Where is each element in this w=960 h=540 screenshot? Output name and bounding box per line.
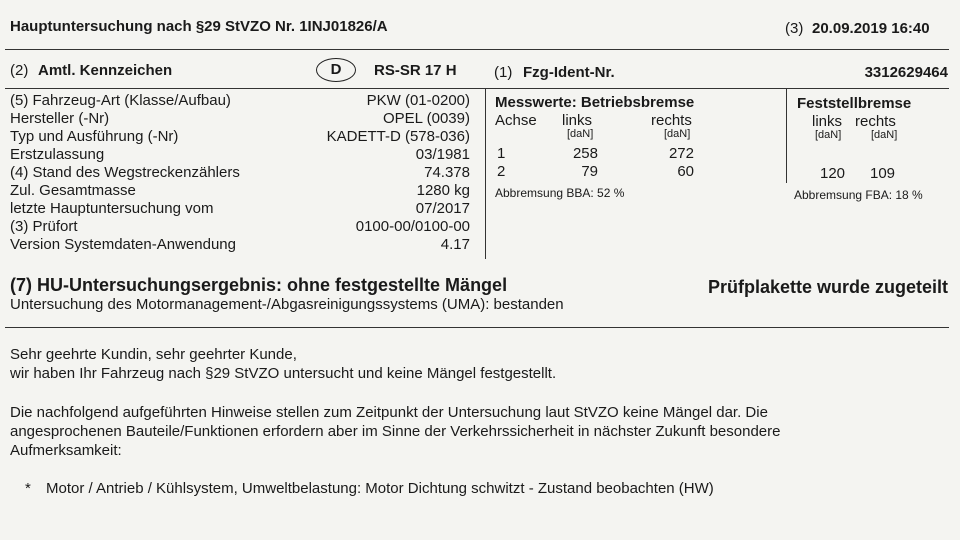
- inspection-datetime: 20.09.2019 16:40: [812, 20, 930, 37]
- vehicle-row: [10, 92, 470, 110]
- axle-number: 1: [497, 145, 506, 162]
- result-title: (7) HU-Untersuchungsergebnis: ohne festgestellte Mängel: [10, 275, 508, 295]
- vehicle-row-value: 74.378: [424, 164, 470, 181]
- uma-result: Untersuchung des Motormanagement-/Abgasreinigungssystems (UMA): bestanden: [10, 296, 564, 313]
- vehicle-row-value: KADETT-D (578-036): [326, 128, 470, 145]
- fsb-col-right-header: rechts: [855, 113, 896, 130]
- vehicle-row-value: 07/2017: [415, 200, 470, 217]
- letter-line: Aufmerksamkeit:: [10, 442, 122, 459]
- document-title: Hauptuntersuchung nach §29 StVZO Nr. 1INJ01826/A: [10, 18, 388, 35]
- axle-left-value: 258: [572, 145, 598, 162]
- hint-bullet: *: [25, 480, 31, 497]
- vehicle-row-label: Hersteller (-Nr): [10, 110, 110, 127]
- ident-number: (1): [494, 64, 513, 81]
- kennzeichen-number: (2): [10, 62, 29, 79]
- kennzeichen-label: Amtl. Kennzeichen: [38, 62, 173, 79]
- vehicle-row: [10, 110, 470, 128]
- col-left-header: links: [562, 112, 593, 129]
- divider-mid: [5, 88, 949, 89]
- feststellbremse-title: Feststellbremse: [797, 95, 912, 112]
- divider-bottom: [5, 327, 949, 328]
- col-right-header: rechts: [651, 112, 692, 129]
- vehicle-row-value: PKW (01-0200): [366, 92, 470, 109]
- vehicle-row-value: 4.17: [440, 236, 470, 253]
- vehicle-row: [10, 128, 470, 146]
- abbremsung-bba: Abbremsung BBA: 52 %: [495, 186, 625, 200]
- betriebsbremse-title: Messwerte: Betriebsbremse: [495, 94, 695, 111]
- letter-greeting: Sehr geehrte Kundin, sehr geehrter Kunde,: [10, 346, 297, 363]
- vehicle-row-label: Typ und Ausführung (-Nr): [10, 128, 179, 145]
- vehicle-row: [10, 218, 470, 236]
- vehicle-row: [10, 200, 470, 218]
- axle-left-value: 79: [581, 163, 598, 180]
- license-plate: RS-SR 17 H: [374, 62, 457, 79]
- ident-label: Fzg-Ident-Nr.: [523, 64, 615, 81]
- hint-item: Motor / Antrieb / Kühlsystem, Umweltbelastung: Motor Dichtung schwitzt - Zustand beobachten (HW): [46, 480, 714, 497]
- vehicle-row: [10, 182, 470, 200]
- vehicle-row: [10, 236, 470, 254]
- letter-line: wir haben Ihr Fahrzeug nach §29 StVZO untersucht und keine Mängel festgestellt.: [10, 365, 557, 382]
- vehicle-row-label: Version Systemdaten-Anwendung: [10, 236, 236, 253]
- vehicle-row-label: (5) Fahrzeug-Art (Klasse/Aufbau): [10, 92, 231, 109]
- axle-right-value: 272: [668, 145, 694, 162]
- divider-top: [5, 49, 949, 50]
- date-number: (3): [785, 20, 804, 37]
- vehicle-ident-number: 3312629464: [864, 64, 948, 81]
- vehicle-row: [10, 146, 470, 164]
- col-axle-header: Achse: [495, 112, 537, 129]
- vehicle-row-value: 0100-00/0100-00: [355, 218, 470, 235]
- abbremsung-fba: Abbremsung FBA: 18 %: [794, 188, 923, 202]
- divider-vertical-left: [485, 89, 486, 259]
- letter-line: angesprochenen Bauteile/Funktionen erfordern aber im Sinne der Verkehrssicherheit in nächster Zukunft besondere: [10, 423, 781, 440]
- letter-line: Die nachfolgend aufgeführten Hinweise stellen zum Zeitpunkt der Untersuchung laut StVZO keine Mängel dar. Die: [10, 404, 768, 421]
- vehicle-row-label: Zul. Gesamtmasse: [10, 182, 136, 199]
- axle-right-value: 60: [677, 163, 694, 180]
- fsb-right-value: 109: [870, 165, 896, 182]
- fsb-col-left-header: links: [812, 113, 843, 130]
- fsb-unit-left: [daN]: [815, 129, 842, 141]
- country-code-oval: D: [316, 58, 356, 82]
- axle-number: 2: [497, 163, 506, 180]
- unit-left: [daN]: [567, 128, 594, 140]
- vehicle-row-label: Erstzulassung: [10, 146, 105, 163]
- vehicle-row-value: OPEL (0039): [383, 110, 470, 127]
- fsb-unit-right: [daN]: [871, 129, 898, 141]
- vehicle-row-label: letzte Hauptuntersuchung vom: [10, 200, 214, 217]
- divider-vertical-right: [786, 89, 787, 183]
- vehicle-row-label: (4) Stand des Wegstreckenzählers: [10, 164, 240, 181]
- vehicle-row-value: 1280 kg: [416, 182, 470, 199]
- vehicle-row-label: (3) Prüfort: [10, 218, 78, 235]
- vehicle-row: [10, 164, 470, 182]
- fsb-left-value: 120: [820, 165, 846, 182]
- vehicle-row-value: 03/1981: [415, 146, 470, 163]
- plakette-status: Prüfplakette wurde zugeteilt: [707, 277, 948, 297]
- unit-right: [daN]: [664, 128, 691, 140]
